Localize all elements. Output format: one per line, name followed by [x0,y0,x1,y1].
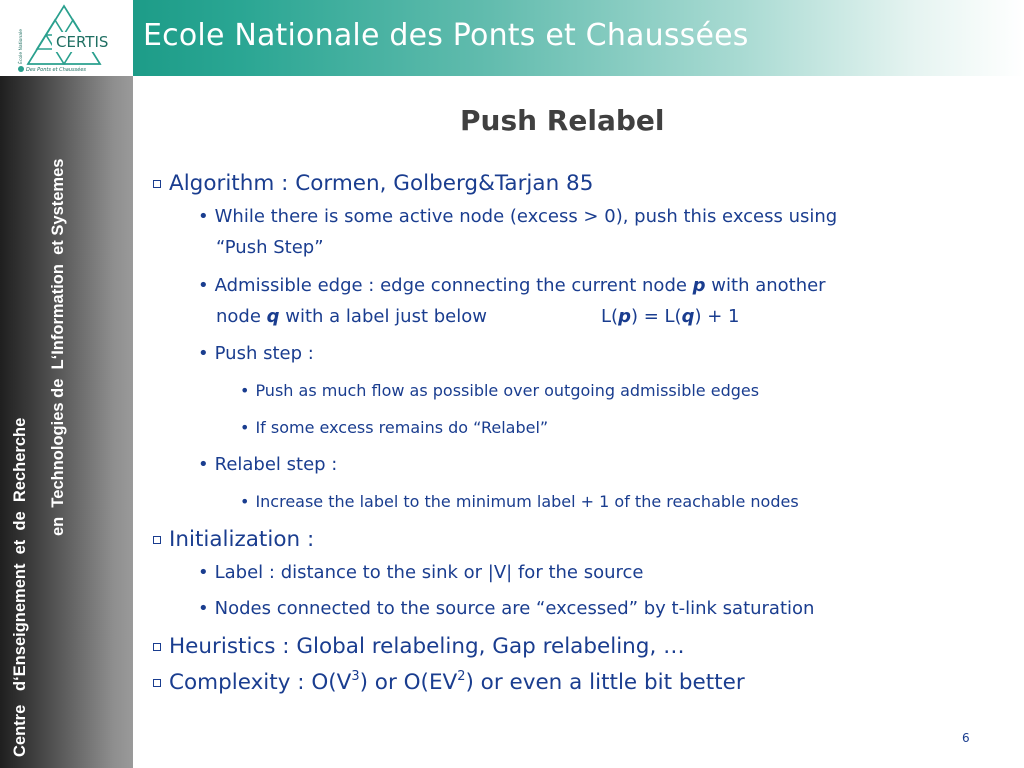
bullet-initialization [153,527,314,552]
square-bullet-icon [153,536,161,544]
square-bullet-icon [153,679,161,687]
banner-title: Ecole Nationale des Ponts et Chaussées [143,18,749,53]
init-item-1: Label : distance to the sink or |V| for the source [214,562,644,583]
complexity-part-2: ) or O(EV [359,670,458,695]
formula-p: p [618,306,631,327]
bullet-dot-icon: • [198,275,209,296]
bullet-push-sub-1 [240,381,759,400]
logo-caption: Des Ponts et Chaussées [26,67,87,73]
admissible-q: q [266,306,280,327]
while-line-1: While there is some active node (excess > 0), push this excess using [214,206,838,227]
complexity-part-1: Complexity : O(V [169,670,352,695]
bullet-complexity [153,670,745,695]
bullet-relabel-sub-1 [240,492,799,511]
bullet-dot-icon: • [198,206,209,227]
bullet-dot-icon: • [198,598,209,619]
bullet-dot-icon: • [240,492,250,511]
admissible-text-a: Admissible edge : edge connecting the current node [214,275,693,296]
certis-logo [0,0,133,76]
bullet-init-2 [198,598,814,619]
admissible-p: p [692,275,706,296]
relabel-step-label: Relabel step : [214,454,338,475]
admissible-line-2 [216,306,487,327]
bullet-init-1 [198,562,643,583]
bullet-dot-icon: • [240,381,250,400]
square-bullet-icon [153,180,161,188]
sidebar-line-1: Centre d‘Enseignement et de Recherche [11,417,29,757]
formula-part-b: ) = L( [630,306,682,327]
complexity-sup-1: 3 [351,668,360,684]
admissible-line2-a: node [216,306,267,327]
bullet-dot-icon: • [198,454,209,475]
initialization-label: Initialization : [169,527,315,552]
admissible-text-b: with another [705,275,826,296]
page-number: 6 [962,731,970,745]
bullet-push-sub-2 [240,418,548,437]
bullet-relabel-step [198,454,337,475]
logo-wordmark: CERTIS [56,33,109,51]
formula-part-c: ) + 1 [694,306,740,327]
complexity-sup-2: 2 [457,668,466,684]
sidebar-line-2: en Technologies de L‘Information et Systemes [49,158,67,536]
bullet-heuristics [153,634,685,659]
bullet-dot-icon: • [240,418,250,437]
square-bullet-icon [153,643,161,651]
logo-vertical-text: École Nationale [19,28,24,64]
formula-part-a: L( [601,306,619,327]
admissible-line2-b: with a label just below [279,306,487,327]
push-sub-1-text: Push as much flow as possible over outgoing admissible edges [255,381,760,400]
while-line-2: “Push Step” [216,237,324,258]
relabel-sub-1-text: Increase the label to the minimum label + 1 of the reachable nodes [255,492,799,511]
formula-q: q [681,306,695,327]
label-formula [601,306,739,327]
push-step-label: Push step : [214,343,314,364]
bullet-push-step [198,343,314,364]
push-sub-2-text: If some excess remains do “Relabel” [255,418,549,437]
heuristics-text: Heuristics : Global relabeling, Gap relabeling, … [169,634,685,659]
complexity-part-3: ) or even a little bit better [465,670,745,695]
bullet-while [198,206,837,227]
bullet-admissible [198,275,826,296]
algorithm-label: Algorithm : Cormen, Golberg&Tarjan 85 [169,171,594,196]
init-item-2: Nodes connected to the source are “excessed” by t-link saturation [214,598,815,619]
bullet-algorithm [153,171,593,196]
slide-title: Push Relabel [460,104,665,137]
bullet-dot-icon: • [198,343,209,364]
bullet-dot-icon: • [198,562,209,583]
header-banner [133,0,1024,76]
